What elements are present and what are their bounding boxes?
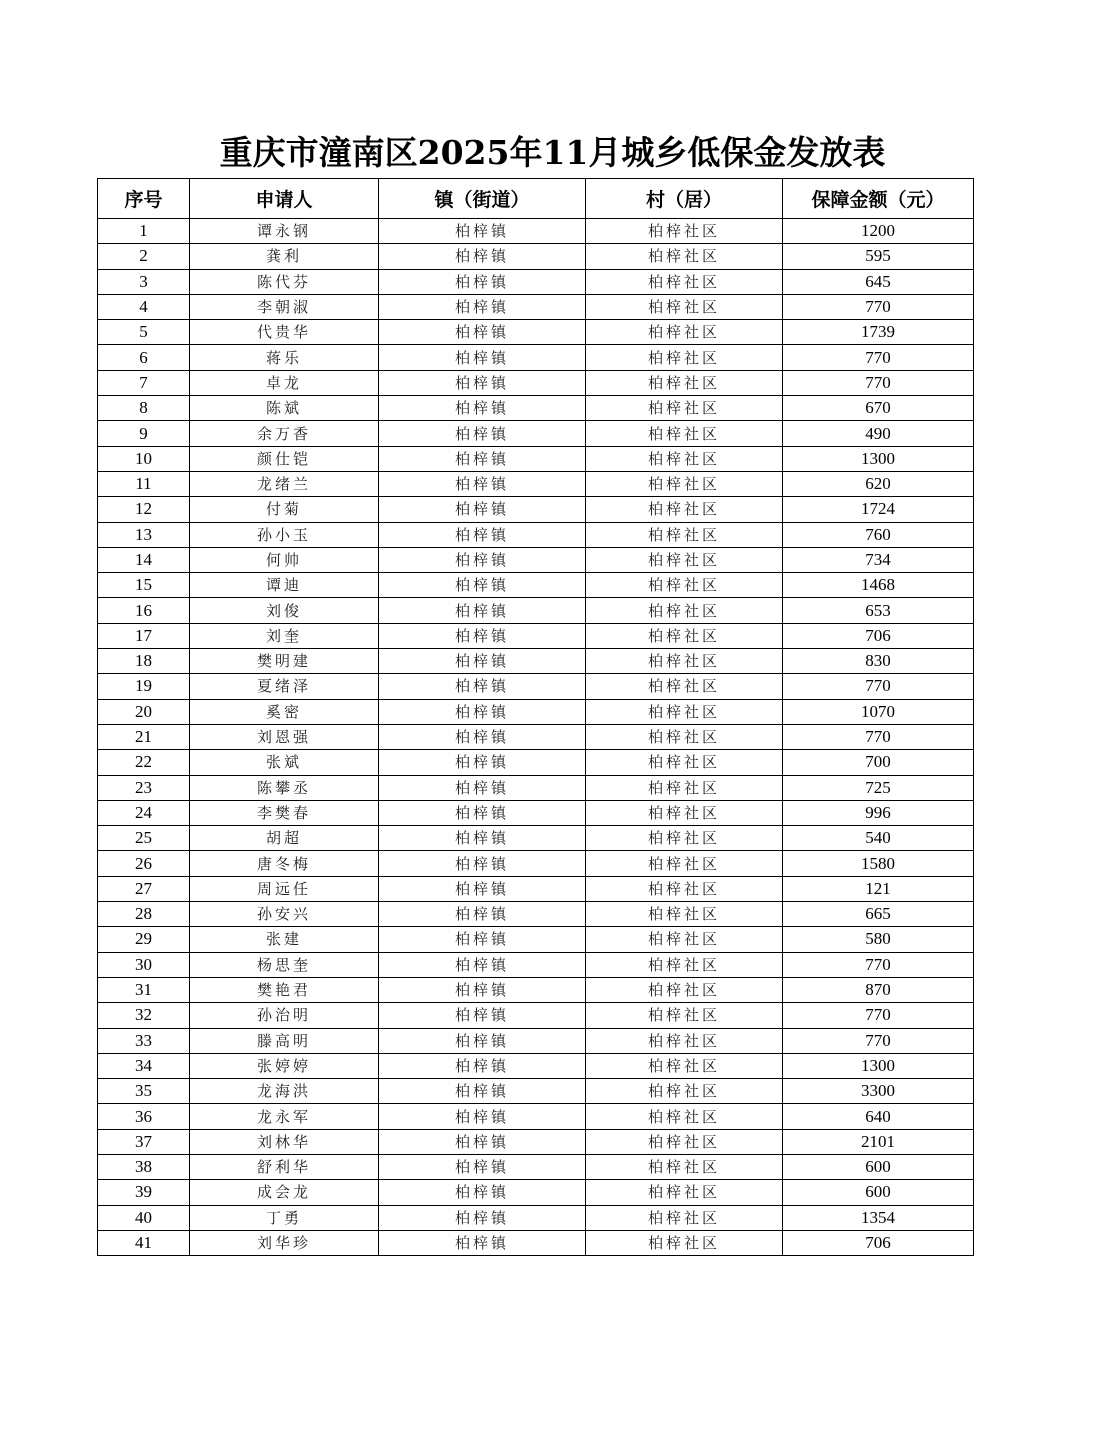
cell-town: 柏梓镇 (379, 1205, 586, 1230)
cell-village: 柏梓社区 (586, 800, 783, 825)
table-row (98, 421, 974, 446)
cell-applicant: 卓龙 (190, 370, 379, 395)
cell-amount: 580 (783, 927, 974, 952)
table-row (98, 750, 974, 775)
table-row (98, 1129, 974, 1154)
cell-index: 16 (98, 598, 190, 623)
cell-village: 柏梓社区 (586, 977, 783, 1002)
header-row (98, 179, 974, 219)
cell-index: 26 (98, 851, 190, 876)
cell-village: 柏梓社区 (586, 522, 783, 547)
cell-amount: 1739 (783, 320, 974, 345)
cell-village: 柏梓社区 (586, 623, 783, 648)
cell-village: 柏梓社区 (586, 1028, 783, 1053)
cell-amount: 706 (783, 1230, 974, 1255)
cell-applicant: 蒋乐 (190, 345, 379, 370)
cell-town: 柏梓镇 (379, 826, 586, 851)
cell-index: 5 (98, 320, 190, 345)
cell-index: 40 (98, 1205, 190, 1230)
cell-village: 柏梓社区 (586, 902, 783, 927)
cell-town: 柏梓镇 (379, 699, 586, 724)
cell-index: 23 (98, 775, 190, 800)
cell-town: 柏梓镇 (379, 219, 586, 244)
cell-applicant: 刘奎 (190, 623, 379, 648)
cell-town: 柏梓镇 (379, 320, 586, 345)
cell-village: 柏梓社区 (586, 876, 783, 901)
header-applicant: 申请人 (190, 179, 379, 219)
cell-index: 36 (98, 1104, 190, 1129)
cell-applicant: 龙海洪 (190, 1079, 379, 1104)
cell-town: 柏梓镇 (379, 497, 586, 522)
cell-amount: 770 (783, 724, 974, 749)
table-row (98, 826, 974, 851)
table-row (98, 320, 974, 345)
cell-applicant: 丁勇 (190, 1205, 379, 1230)
cell-applicant: 樊艳君 (190, 977, 379, 1002)
cell-amount: 734 (783, 547, 974, 572)
cell-town: 柏梓镇 (379, 1028, 586, 1053)
cell-applicant: 陈代芬 (190, 269, 379, 294)
cell-village: 柏梓社区 (586, 471, 783, 496)
cell-town: 柏梓镇 (379, 750, 586, 775)
table-row (98, 345, 974, 370)
cell-village: 柏梓社区 (586, 851, 783, 876)
cell-town: 柏梓镇 (379, 446, 586, 471)
cell-village: 柏梓社区 (586, 927, 783, 952)
cell-amount: 770 (783, 345, 974, 370)
table-row (98, 547, 974, 572)
cell-amount: 770 (783, 294, 974, 319)
cell-town: 柏梓镇 (379, 1003, 586, 1028)
cell-village: 柏梓社区 (586, 674, 783, 699)
cell-index: 35 (98, 1079, 190, 1104)
table-row (98, 396, 974, 421)
cell-amount: 870 (783, 977, 974, 1002)
cell-town: 柏梓镇 (379, 623, 586, 648)
table-row (98, 623, 974, 648)
table-row (98, 522, 974, 547)
cell-town: 柏梓镇 (379, 396, 586, 421)
cell-amount: 1354 (783, 1205, 974, 1230)
cell-village: 柏梓社区 (586, 826, 783, 851)
cell-index: 17 (98, 623, 190, 648)
cell-town: 柏梓镇 (379, 1104, 586, 1129)
cell-town: 柏梓镇 (379, 269, 586, 294)
cell-village: 柏梓社区 (586, 1230, 783, 1255)
table-row (98, 1003, 974, 1028)
cell-index: 32 (98, 1003, 190, 1028)
table-row (98, 598, 974, 623)
cell-town: 柏梓镇 (379, 522, 586, 547)
cell-village: 柏梓社区 (586, 219, 783, 244)
cell-index: 2 (98, 244, 190, 269)
table-row (98, 952, 974, 977)
cell-town: 柏梓镇 (379, 1180, 586, 1205)
cell-amount: 3300 (783, 1079, 974, 1104)
table-row (98, 370, 974, 395)
cell-index: 33 (98, 1028, 190, 1053)
cell-index: 21 (98, 724, 190, 749)
cell-village: 柏梓社区 (586, 1129, 783, 1154)
cell-applicant: 代贵华 (190, 320, 379, 345)
cell-village: 柏梓社区 (586, 345, 783, 370)
cell-amount: 770 (783, 952, 974, 977)
cell-index: 34 (98, 1053, 190, 1078)
cell-amount: 653 (783, 598, 974, 623)
cell-applicant: 周远任 (190, 876, 379, 901)
cell-village: 柏梓社区 (586, 370, 783, 395)
cell-amount: 490 (783, 421, 974, 446)
cell-amount: 830 (783, 649, 974, 674)
cell-amount: 770 (783, 674, 974, 699)
cell-amount: 1580 (783, 851, 974, 876)
cell-town: 柏梓镇 (379, 927, 586, 952)
table-row (98, 269, 974, 294)
cell-applicant: 龙绪兰 (190, 471, 379, 496)
cell-applicant: 樊明建 (190, 649, 379, 674)
cell-amount: 760 (783, 522, 974, 547)
table-row (98, 471, 974, 496)
cell-amount: 1300 (783, 446, 974, 471)
table-row (98, 1154, 974, 1179)
table-row (98, 446, 974, 471)
cell-index: 18 (98, 649, 190, 674)
cell-town: 柏梓镇 (379, 1079, 586, 1104)
cell-amount: 725 (783, 775, 974, 800)
cell-village: 柏梓社区 (586, 1154, 783, 1179)
cell-applicant: 夏绪泽 (190, 674, 379, 699)
cell-index: 39 (98, 1180, 190, 1205)
cell-town: 柏梓镇 (379, 800, 586, 825)
cell-town: 柏梓镇 (379, 370, 586, 395)
table-row (98, 977, 974, 1002)
cell-applicant: 何帅 (190, 547, 379, 572)
cell-amount: 1468 (783, 573, 974, 598)
cell-town: 柏梓镇 (379, 294, 586, 319)
allowance-table (97, 178, 974, 1256)
cell-applicant: 李朝淑 (190, 294, 379, 319)
cell-village: 柏梓社区 (586, 1180, 783, 1205)
table-row (98, 699, 974, 724)
cell-index: 4 (98, 294, 190, 319)
table-row (98, 1104, 974, 1129)
cell-index: 27 (98, 876, 190, 901)
cell-village: 柏梓社区 (586, 1205, 783, 1230)
cell-village: 柏梓社区 (586, 421, 783, 446)
cell-applicant: 成会龙 (190, 1180, 379, 1205)
cell-amount: 600 (783, 1154, 974, 1179)
table-row (98, 876, 974, 901)
cell-amount: 700 (783, 750, 974, 775)
cell-village: 柏梓社区 (586, 320, 783, 345)
cell-amount: 665 (783, 902, 974, 927)
header-index: 序号 (98, 179, 190, 219)
cell-applicant: 孙小玉 (190, 522, 379, 547)
table-row (98, 1079, 974, 1104)
cell-town: 柏梓镇 (379, 1129, 586, 1154)
cell-index: 7 (98, 370, 190, 395)
cell-town: 柏梓镇 (379, 471, 586, 496)
table-row (98, 1205, 974, 1230)
cell-amount: 670 (783, 396, 974, 421)
cell-applicant: 胡超 (190, 826, 379, 851)
cell-applicant: 余万香 (190, 421, 379, 446)
cell-applicant: 谭永钢 (190, 219, 379, 244)
cell-village: 柏梓社区 (586, 750, 783, 775)
cell-index: 13 (98, 522, 190, 547)
cell-applicant: 刘俊 (190, 598, 379, 623)
cell-village: 柏梓社区 (586, 724, 783, 749)
cell-town: 柏梓镇 (379, 345, 586, 370)
cell-amount: 620 (783, 471, 974, 496)
cell-town: 柏梓镇 (379, 674, 586, 699)
cell-applicant: 李樊春 (190, 800, 379, 825)
cell-town: 柏梓镇 (379, 952, 586, 977)
cell-village: 柏梓社区 (586, 573, 783, 598)
cell-index: 19 (98, 674, 190, 699)
cell-amount: 996 (783, 800, 974, 825)
table-body (98, 219, 974, 1256)
cell-index: 12 (98, 497, 190, 522)
cell-applicant: 谭迪 (190, 573, 379, 598)
table-row (98, 1053, 974, 1078)
cell-index: 3 (98, 269, 190, 294)
cell-applicant: 孙安兴 (190, 902, 379, 927)
cell-town: 柏梓镇 (379, 1154, 586, 1179)
table-row (98, 497, 974, 522)
cell-applicant: 颜仕铠 (190, 446, 379, 471)
cell-applicant: 唐冬梅 (190, 851, 379, 876)
cell-village: 柏梓社区 (586, 775, 783, 800)
table-row (98, 649, 974, 674)
cell-town: 柏梓镇 (379, 977, 586, 1002)
table-row (98, 800, 974, 825)
cell-applicant: 刘华珍 (190, 1230, 379, 1255)
cell-village: 柏梓社区 (586, 269, 783, 294)
cell-index: 11 (98, 471, 190, 496)
cell-town: 柏梓镇 (379, 902, 586, 927)
cell-town: 柏梓镇 (379, 851, 586, 876)
table-row (98, 1230, 974, 1255)
cell-index: 1 (98, 219, 190, 244)
cell-amount: 1070 (783, 699, 974, 724)
table-row (98, 674, 974, 699)
cell-index: 20 (98, 699, 190, 724)
cell-applicant: 刘恩强 (190, 724, 379, 749)
cell-village: 柏梓社区 (586, 446, 783, 471)
cell-index: 15 (98, 573, 190, 598)
table-row (98, 724, 974, 749)
cell-applicant: 付菊 (190, 497, 379, 522)
cell-index: 22 (98, 750, 190, 775)
cell-amount: 600 (783, 1180, 974, 1205)
cell-village: 柏梓社区 (586, 244, 783, 269)
table-row (98, 294, 974, 319)
table-row (98, 219, 974, 244)
header-village: 村（居） (586, 179, 783, 219)
cell-applicant: 奚密 (190, 699, 379, 724)
cell-amount: 595 (783, 244, 974, 269)
table-row (98, 927, 974, 952)
cell-amount: 770 (783, 1028, 974, 1053)
cell-town: 柏梓镇 (379, 876, 586, 901)
table-row (98, 775, 974, 800)
cell-applicant: 滕高明 (190, 1028, 379, 1053)
cell-town: 柏梓镇 (379, 421, 586, 446)
cell-village: 柏梓社区 (586, 497, 783, 522)
cell-applicant: 张斌 (190, 750, 379, 775)
cell-town: 柏梓镇 (379, 1230, 586, 1255)
cell-amount: 640 (783, 1104, 974, 1129)
cell-applicant: 杨思奎 (190, 952, 379, 977)
table-row (98, 1180, 974, 1205)
cell-amount: 1300 (783, 1053, 974, 1078)
cell-applicant: 张建 (190, 927, 379, 952)
cell-village: 柏梓社区 (586, 547, 783, 572)
cell-index: 8 (98, 396, 190, 421)
cell-applicant: 孙治明 (190, 1003, 379, 1028)
cell-village: 柏梓社区 (586, 699, 783, 724)
cell-index: 25 (98, 826, 190, 851)
cell-amount: 770 (783, 370, 974, 395)
cell-amount: 1200 (783, 219, 974, 244)
cell-amount: 770 (783, 1003, 974, 1028)
cell-applicant: 陈斌 (190, 396, 379, 421)
cell-index: 6 (98, 345, 190, 370)
cell-town: 柏梓镇 (379, 244, 586, 269)
cell-index: 37 (98, 1129, 190, 1154)
cell-village: 柏梓社区 (586, 396, 783, 421)
cell-village: 柏梓社区 (586, 1079, 783, 1104)
cell-amount: 2101 (783, 1129, 974, 1154)
cell-village: 柏梓社区 (586, 649, 783, 674)
cell-amount: 1724 (783, 497, 974, 522)
cell-town: 柏梓镇 (379, 598, 586, 623)
cell-village: 柏梓社区 (586, 598, 783, 623)
cell-town: 柏梓镇 (379, 775, 586, 800)
table-row (98, 573, 974, 598)
header-amount: 保障金额（元） (783, 179, 974, 219)
cell-amount: 706 (783, 623, 974, 648)
document-title: 重庆市潼南区2025年11月城乡低保金发放表 (219, 133, 886, 172)
cell-town: 柏梓镇 (379, 724, 586, 749)
cell-town: 柏梓镇 (379, 649, 586, 674)
cell-index: 10 (98, 446, 190, 471)
cell-village: 柏梓社区 (586, 952, 783, 977)
cell-index: 24 (98, 800, 190, 825)
cell-applicant: 刘林华 (190, 1129, 379, 1154)
cell-town: 柏梓镇 (379, 1053, 586, 1078)
cell-index: 41 (98, 1230, 190, 1255)
cell-village: 柏梓社区 (586, 1104, 783, 1129)
header-town: 镇（街道） (379, 179, 586, 219)
cell-town: 柏梓镇 (379, 573, 586, 598)
cell-index: 28 (98, 902, 190, 927)
cell-index: 9 (98, 421, 190, 446)
table-row (98, 244, 974, 269)
cell-index: 30 (98, 952, 190, 977)
cell-applicant: 龚利 (190, 244, 379, 269)
cell-village: 柏梓社区 (586, 1003, 783, 1028)
cell-amount: 540 (783, 826, 974, 851)
cell-amount: 121 (783, 876, 974, 901)
cell-village: 柏梓社区 (586, 294, 783, 319)
cell-index: 29 (98, 927, 190, 952)
cell-applicant: 龙永军 (190, 1104, 379, 1129)
table-row (98, 1028, 974, 1053)
cell-village: 柏梓社区 (586, 1053, 783, 1078)
table-row (98, 902, 974, 927)
cell-amount: 645 (783, 269, 974, 294)
table-row (98, 851, 974, 876)
cell-applicant: 张婷婷 (190, 1053, 379, 1078)
cell-applicant: 舒利华 (190, 1154, 379, 1179)
cell-index: 31 (98, 977, 190, 1002)
cell-town: 柏梓镇 (379, 547, 586, 572)
cell-index: 14 (98, 547, 190, 572)
cell-index: 38 (98, 1154, 190, 1179)
cell-applicant: 陈攀丞 (190, 775, 379, 800)
